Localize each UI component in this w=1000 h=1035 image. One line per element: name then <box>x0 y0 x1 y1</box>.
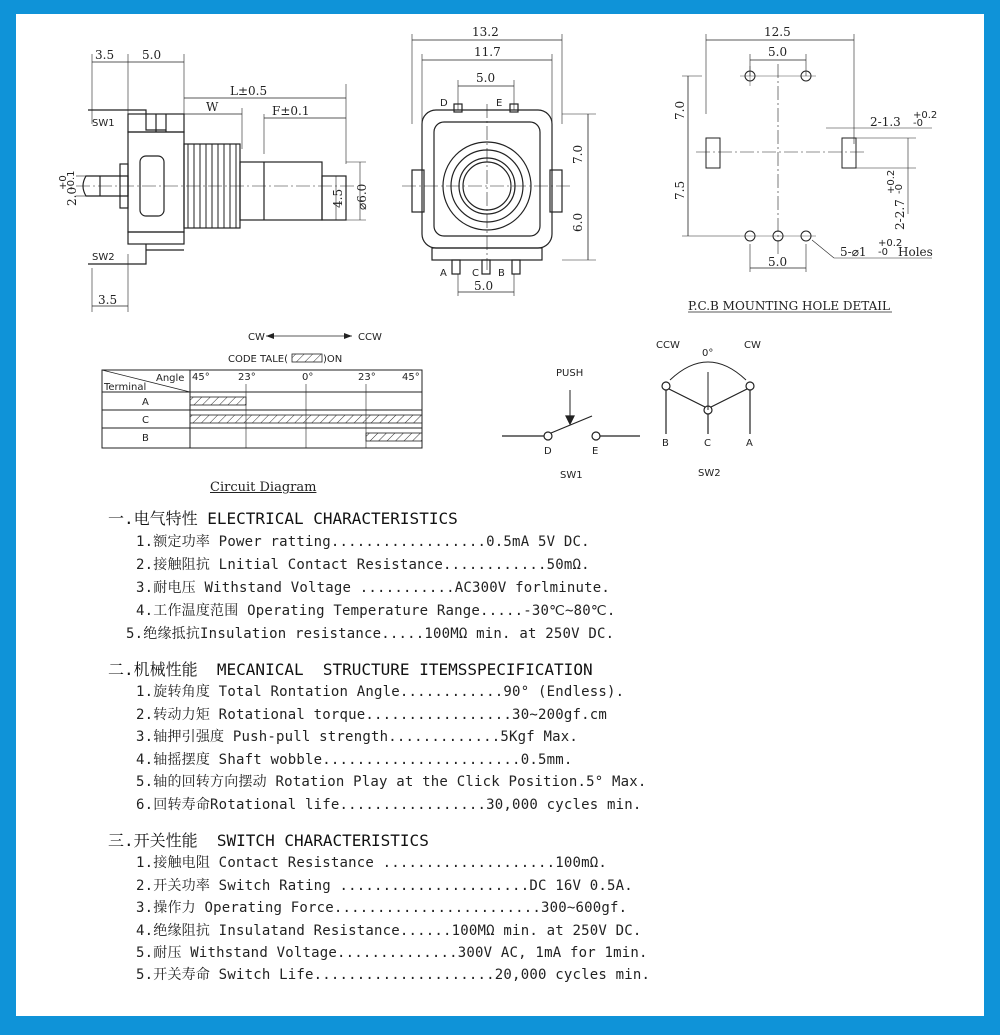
side-dim-left: 3.5 <box>95 48 115 62</box>
sw2-zero: 0° <box>702 348 714 359</box>
pcb-dim-holes-tol: +0.2 <box>878 238 903 249</box>
spec-switch-3: 3.操作力 Operating Force........................300~600gf. <box>136 900 628 916</box>
sw1-label: SW1 <box>560 470 583 481</box>
code-table-cw: CW <box>248 332 265 343</box>
side-dim-shaft-flat: 4.5 <box>331 188 345 208</box>
spec-electrical-4: 4.工作温度范围 Operating Temperature Range.....-30℃~80℃. <box>136 603 616 619</box>
pcb-caption: P.C.B MOUNTING HOLE DETAIL <box>688 299 890 313</box>
spec-electrical-2: 2.接触阻抗 Lnitial Contact Resistance............50mΩ. <box>136 557 590 573</box>
front-dim-outer: 13.2 <box>472 25 499 39</box>
side-dim-length: L±0.5 <box>230 84 268 98</box>
code-table-arrow-left <box>266 333 274 339</box>
front-label-e: E <box>496 98 503 109</box>
sw2-c: C <box>704 438 711 449</box>
pcb-dim-upper: 7.0 <box>673 100 687 120</box>
side-label-sw2: SW2 <box>92 252 115 263</box>
datasheet-page <box>16 14 984 1016</box>
pcb-dim-holes-suffix: Holes <box>898 245 933 259</box>
code-bar-a <box>190 397 246 405</box>
sw2-diagram <box>662 362 754 434</box>
front-dim-body: 11.7 <box>474 45 501 59</box>
code-bar-b <box>366 433 422 441</box>
side-dim-height-tol-top: +0 <box>58 175 69 190</box>
code-table-angle-4: 23° <box>358 372 376 383</box>
spec-switch-5: 5.耐压 Withstand Voltage..............300V AC, 1mA for 1min. <box>136 945 648 961</box>
code-bar-c <box>190 415 422 423</box>
side-dim-bottom: 3.5 <box>98 293 118 307</box>
code-table-title-suffix: )ON <box>323 354 343 365</box>
sw1-e: E <box>592 446 599 457</box>
spec-switch-1: 1.接触电阻 Contact Resistance ....................100mΩ. <box>136 855 607 871</box>
side-dim-height: 2.0 <box>65 186 79 206</box>
front-view <box>402 34 596 296</box>
code-table-angle-5: 45° <box>402 372 420 383</box>
pcb-dim-slot-width-tol: +0.2 <box>913 110 938 121</box>
sw1-diagram <box>502 390 640 440</box>
sw1-push: PUSH <box>556 368 584 379</box>
front-label-b: B <box>498 268 505 279</box>
pcb-dim-holes-tol-low: -0 <box>878 247 888 258</box>
pcb-dim-holes: 5-⌀1 <box>840 245 867 259</box>
circuit-diagram-title: Circuit Diagram <box>210 480 317 495</box>
side-dim-top: 5.0 <box>142 48 162 62</box>
front-label-c: C <box>472 268 479 279</box>
sw1-d: D <box>544 446 552 457</box>
code-table-title: CODE TALE( <box>228 354 289 365</box>
code-table-header-terminal: Terminal <box>104 382 147 393</box>
sw2-cw: CW <box>744 340 761 351</box>
front-label-a: A <box>440 268 447 279</box>
spec-electrical-3: 3.耐电压 Withstand Voltage ...........AC300V forlminute. <box>136 580 611 596</box>
sw2-b: B <box>662 438 669 449</box>
side-dim-height-tol-bottom: -0.1 <box>66 170 77 190</box>
sw2-ccw: CCW <box>656 340 680 351</box>
sw2-a: A <box>746 438 753 449</box>
spec-mechanical-3: 3.轴押引强度 Push-pull strength.............5Kgf Max. <box>136 729 579 745</box>
pcb-dim-slot-height: 2-2.7 <box>893 199 907 230</box>
code-table-row-b: B <box>142 433 149 444</box>
spec-switch-6: 5.开关寿命 Switch Life.....................20,000 cycles min. <box>136 967 651 983</box>
spec-mechanical-1: 1.旋转角度 Total Rontation Angle............90° (Endless). <box>136 684 625 700</box>
side-view <box>76 54 366 312</box>
spec-mechanical-5: 5.轴的回转方向摆动 Rotation Play at the Click Position.5° Max. <box>136 774 647 790</box>
pcb-dim-lower: 7.5 <box>673 180 687 200</box>
pcb-dim-width: 12.5 <box>764 25 791 39</box>
spec-electrical-1: 1.额定功率 Power ratting..................0.5mA 5V DC. <box>136 534 590 550</box>
section-heading-switch: 三.开关性能 SWITCH CHARACTERISTICS <box>108 831 429 850</box>
code-table-legend-swatch <box>292 354 322 362</box>
code-table-ccw: CCW <box>358 332 382 343</box>
code-table-angle-2: 23° <box>238 372 256 383</box>
pcb-dim-bottom-pitch: 5.0 <box>768 255 788 269</box>
front-dim-pin-pitch-bottom: 5.0 <box>474 279 494 293</box>
pcb-dim-slot-height-tol: +0.2 <box>886 169 897 194</box>
spec-mechanical-6: 6.回转寿命Rotational life.................30,000 cycles min. <box>136 797 642 813</box>
section-heading-mechanical: 二.机械性能 MECANICAL STRUCTURE ITEMSSPECIFICATION <box>108 660 593 679</box>
spec-mechanical-2: 2.转动力矩 Rotational torque.................30~200gf.cm <box>136 707 607 723</box>
sw2-label: SW2 <box>698 468 721 479</box>
code-table-angle-3: 0° <box>302 372 314 383</box>
pcb-dim-slot-width: 2-1.3 <box>870 115 901 129</box>
side-dim-shaft-dia: ⌀6.0 <box>355 183 369 210</box>
pcb-dim-slot-height-tol-low: -0 <box>894 184 905 194</box>
code-table-row-a: A <box>142 397 149 408</box>
spec-switch-4: 4.绝缘阻抗 Insulatand Resistance......100MΩ min. at 250V DC. <box>136 923 642 939</box>
pcb-dim-top-pitch: 5.0 <box>768 45 788 59</box>
front-dim-pin-pitch-top: 5.0 <box>476 71 496 85</box>
code-table-arrow-right <box>344 333 352 339</box>
code-table <box>102 332 422 448</box>
section-heading-electrical: 一.电气特性 ELECTRICAL CHARACTERISTICS <box>108 509 458 528</box>
pcb-dim-slot-width-tol-low: -0 <box>913 118 923 129</box>
side-label-sw1: SW1 <box>92 118 115 129</box>
front-dim-lower: 6.0 <box>571 212 585 232</box>
spec-electrical-5: 5.绝缘抵抗Insulation resistance.....100MΩ min. at 250V DC. <box>126 626 615 642</box>
code-table-header-angle: Angle <box>156 373 185 384</box>
front-dim-upper: 7.0 <box>571 144 585 164</box>
code-table-row-c: C <box>142 415 149 426</box>
side-dim-w: W <box>206 100 219 114</box>
spec-switch-2: 2.开关功率 Switch Rating ......................DC 16V 0.5A. <box>136 878 633 894</box>
front-label-d: D <box>440 98 448 109</box>
spec-mechanical-4: 4.轴摇摆度 Shaft wobble.......................0.5mm. <box>136 752 573 768</box>
code-table-angle-1: 45° <box>192 372 210 383</box>
side-dim-f: F±0.1 <box>272 104 310 118</box>
